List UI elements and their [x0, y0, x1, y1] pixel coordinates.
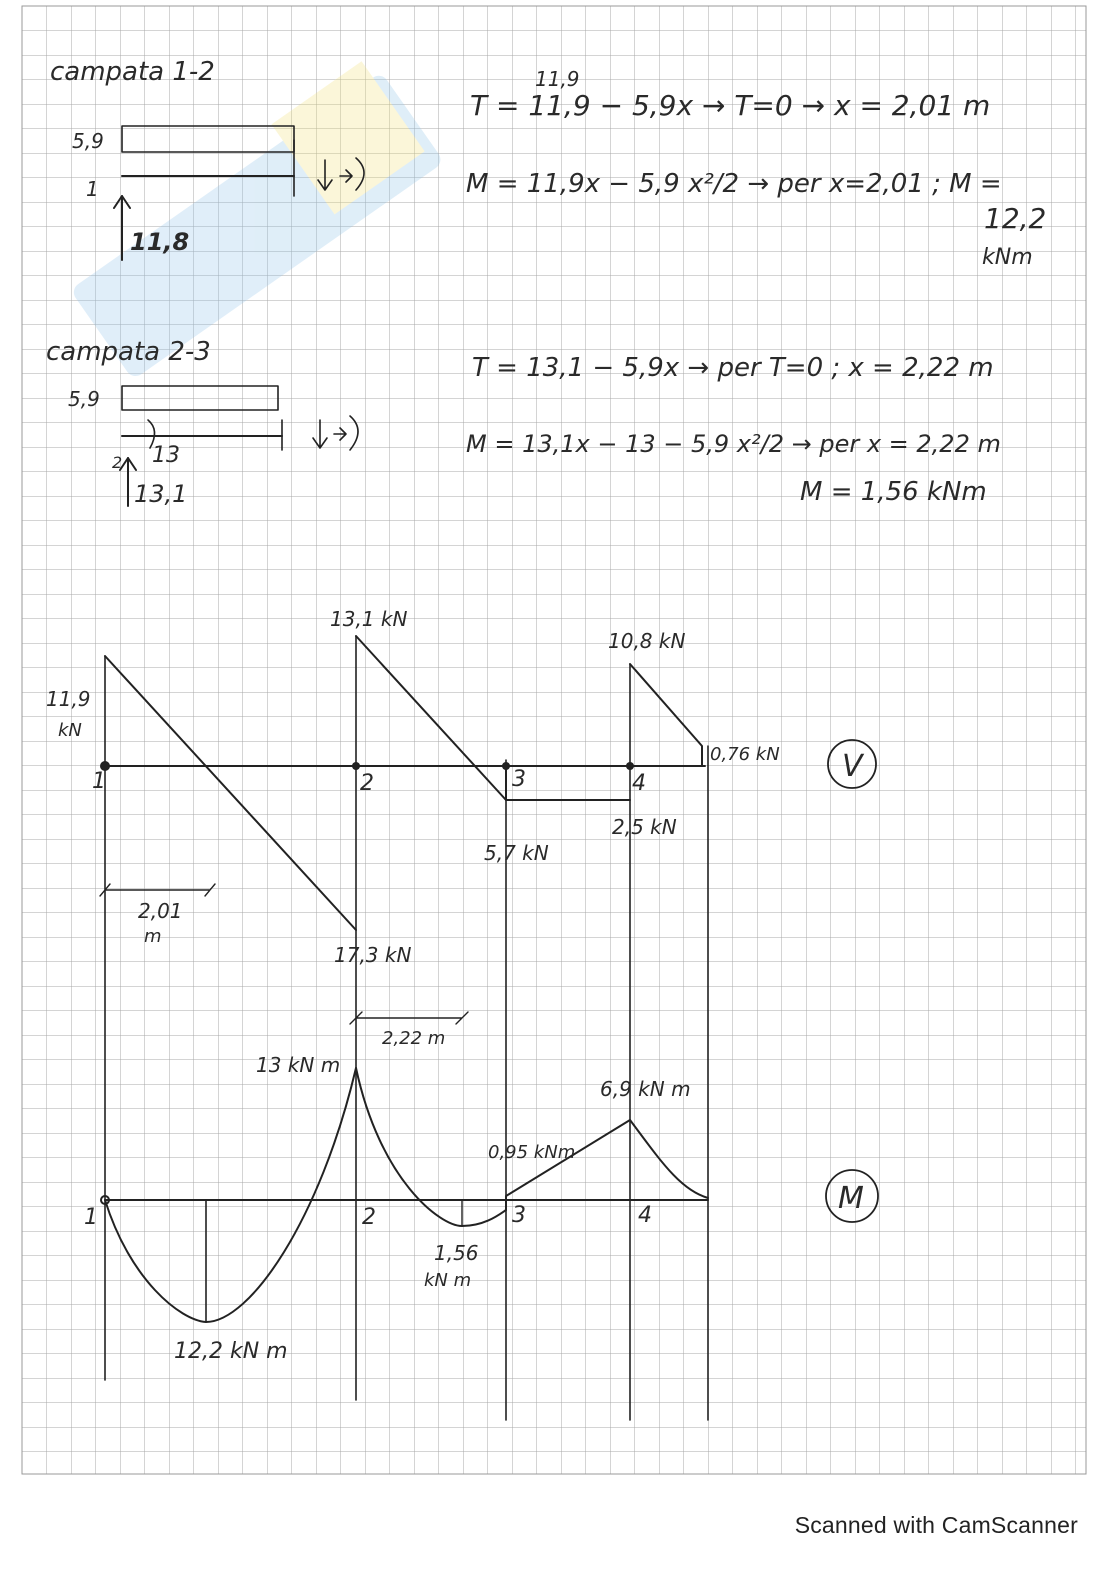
section1-moment-value: 12,2: [984, 202, 1047, 235]
section2-moment-equation: M = 13,1x − 13 − 5,9 x²/2 → per x = 2,22 m: [466, 430, 1001, 458]
shear-label-v4-top: 10,8 kN: [608, 629, 686, 653]
moment-node-4: 4: [638, 1203, 652, 1228]
section1-load-label: 5,9: [72, 129, 104, 153]
section2-node-label: 2: [112, 453, 123, 472]
shear-node-2: 2: [360, 771, 374, 796]
shear-label-end: 0,76 kN: [710, 744, 780, 765]
shear-label-v2-bottom: 17,3 kN: [334, 943, 412, 967]
shear-label-v1: 11,9: [46, 687, 91, 711]
section1-moment-equation: M = 11,9x − 5,9 x²/2 → per x=2,01 ; M =: [466, 169, 1002, 199]
moment-label-min2-unit: kN m: [424, 1270, 472, 1291]
section2-title: campata 2-3: [46, 337, 211, 367]
moment-label-min2: 1,56: [434, 1241, 479, 1265]
shear-label-v2-top: 13,1 kN: [330, 607, 408, 631]
shear-badge: V: [842, 749, 863, 784]
moment-label-min1: 12,2 kN m: [174, 1339, 288, 1364]
shear-label-v1-unit: kN: [58, 720, 82, 741]
section2-load-label: 5,9: [68, 387, 100, 411]
moment-label-m2: 13 kN m: [256, 1053, 341, 1077]
moment-node-1: 1: [84, 1205, 98, 1230]
section1-node-label: 1: [86, 177, 99, 201]
section2-applied-moment: 13: [152, 443, 180, 468]
moment-node-2: 2: [362, 1205, 376, 1230]
scanner-footer: Scanned with CamScanner: [794, 1512, 1078, 1538]
section1-shear-num: 11,9: [535, 67, 580, 91]
moment-node-3: 3: [512, 1203, 526, 1228]
moment-label-m3: 0,95 kNm: [488, 1142, 576, 1163]
shear-dim-1-unit: m: [144, 926, 162, 947]
section1-shear-equation: T = 11,9 − 5,9x → T=0 → x = 2,01 m: [470, 89, 991, 122]
section2-shear-equation: T = 13,1 − 5,9x → per T=0 ; x = 2,22 m: [472, 353, 994, 383]
section2-moment-value: M = 1,56 kNm: [800, 477, 987, 507]
shear-label-v3-bottom: 5,7 kN: [484, 841, 549, 865]
section2-reaction-label: 13,1: [134, 480, 188, 508]
moment-badge: M: [838, 1181, 864, 1216]
shear-node-4: 4: [632, 771, 646, 796]
moment-label-m4: 6,9 kN m: [600, 1077, 691, 1101]
section1-moment-unit: kNm: [982, 245, 1033, 270]
shear-label-v3-4: 2,5 kN: [612, 815, 677, 839]
shear-node-1: 1: [92, 769, 106, 794]
moment-dim-2: 2,22 m: [382, 1028, 446, 1049]
shear-dim-1: 2,01: [138, 899, 183, 923]
shear-node-3: 3: [512, 767, 526, 792]
section1-title: campata 1-2: [50, 57, 215, 87]
section1-reaction-label: 11,8: [130, 228, 190, 256]
